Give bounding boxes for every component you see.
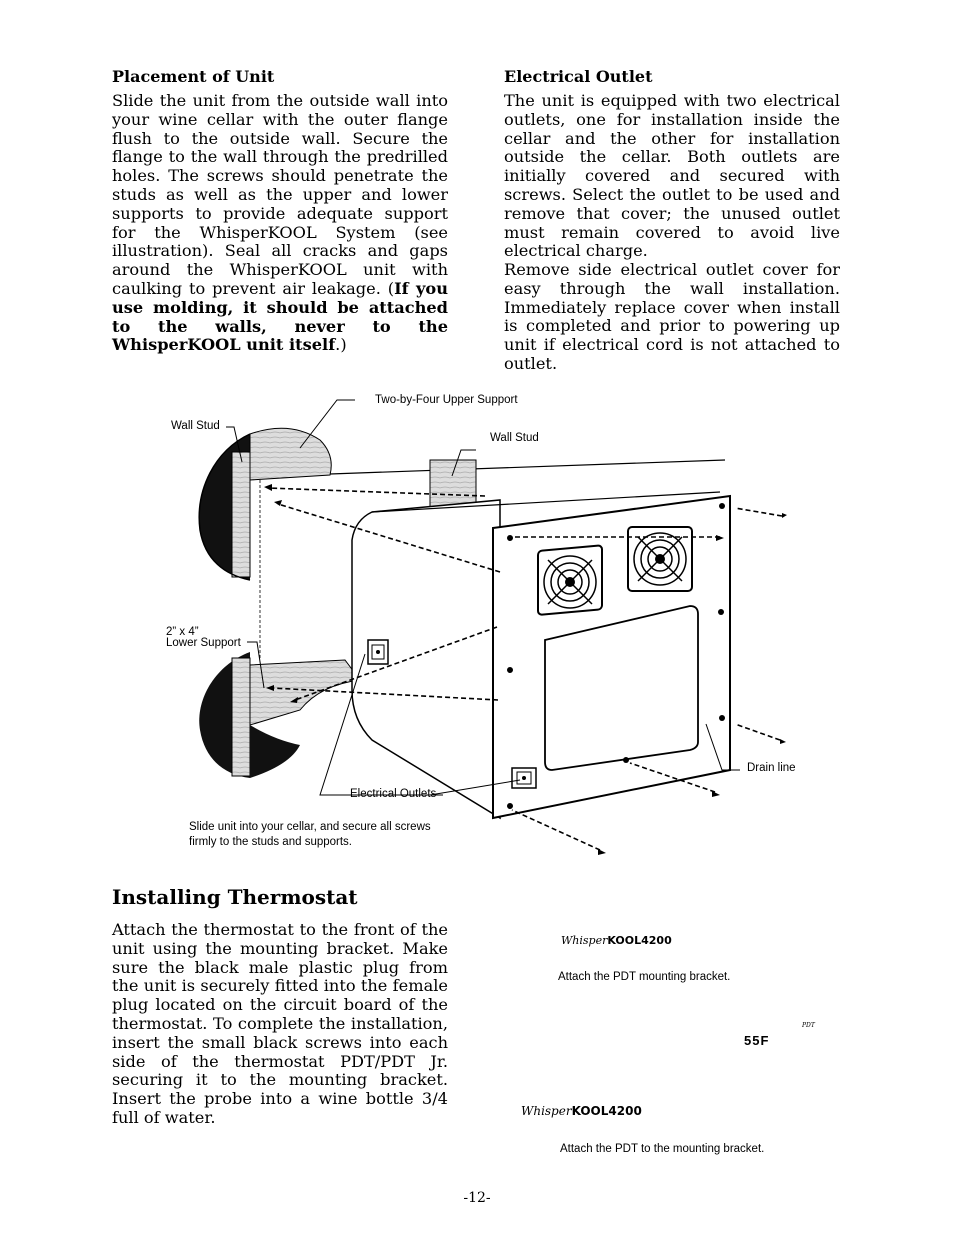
label-lower-support-1: 2” x 4” — [166, 626, 199, 638]
thermostat-paragraph: Attach the thermostat to the front of the unit using the mounting bracket. Make sure the black male plastic plug from the unit is securely fitted into the female plug located on the circuit board of the thermostat. To complete the installation, insert the small black screws into each side of the thermostat PDT/PDT Jr. securing it to the mounting bracket. Insert the probe into a wine bottle 3/4 full of water. — [112, 920, 448, 1127]
label-electrical-outlets: Electrical Outlets — [350, 788, 437, 800]
electrical-heading: Electrical Outlet — [504, 67, 653, 86]
label-wall-stud-left: Wall Stud — [171, 420, 220, 432]
placement-bold-note: If you use molding, it should be attached to the walls, never to the WhisperKOOL unit itself — [112, 278, 448, 355]
label-lower-support-2: Lower Support — [166, 637, 241, 649]
pdt-display: 55F — [744, 1033, 770, 1048]
fan-left — [538, 545, 602, 615]
placement-body-text: Slide the unit from the outside wall into your wine cellar with the outer flange flush to the outside wall. Secure the flange to the wall through the predrilled holes. The screws should penetrate the studs as well as the upper and lower supports to provide adequate support for the WhisperKOOL System (see illustration). Seal all cracks and gaps around the WhisperKOOL unit with caulking to prevent air leakage. ( — [112, 91, 448, 298]
label-drain-line: Drain line — [747, 762, 796, 774]
placement-heading: Placement of Unit — [112, 67, 275, 86]
electrical-paragraph-1: The unit is equipped with two electrical outlets, one for installation inside the cellar and the other for installation outside the cellar. Both outlets are initially covered and secured with screws. Select the outlet to be used and remove that cover; the unused outlet must remain covered to avoid live electrical charge. — [504, 91, 840, 261]
pdt-label: PDT — [802, 1022, 815, 1029]
front-outlet — [512, 768, 536, 788]
page-number: -12- — [463, 1190, 491, 1206]
label-upper-support: Two-by-Four Upper Support — [375, 394, 518, 406]
wall-cutaway-lower — [199, 652, 360, 778]
diagram-caption: Slide unit into your cellar, and secure all screws firmly to the studs and supports. — [189, 821, 431, 848]
placement-body-end: .) — [335, 335, 347, 355]
thermostat-heading: Installing Thermostat — [112, 885, 358, 909]
bracket-caption-1: Attach the PDT mounting bracket. — [558, 971, 731, 983]
label-wall-stud-right: Wall Stud — [490, 432, 539, 444]
bracket-caption-2: Attach the PDT to the mounting bracket. — [560, 1143, 765, 1155]
side-outlet — [368, 640, 388, 664]
brand-logo-2: WhisperKOOL4200 — [521, 1104, 642, 1118]
wall-cutaway-upper — [199, 428, 331, 580]
brand-logo-1: WhisperKOOL4200 — [561, 934, 672, 947]
whisperkool-unit — [352, 492, 730, 818]
electrical-paragraph-2: Remove side electrical outlet cover for easy through the wall installation. Immediately replace cover when install is completed and prior to powering up unit if electrical cord is not attached to outlet. — [504, 260, 840, 373]
